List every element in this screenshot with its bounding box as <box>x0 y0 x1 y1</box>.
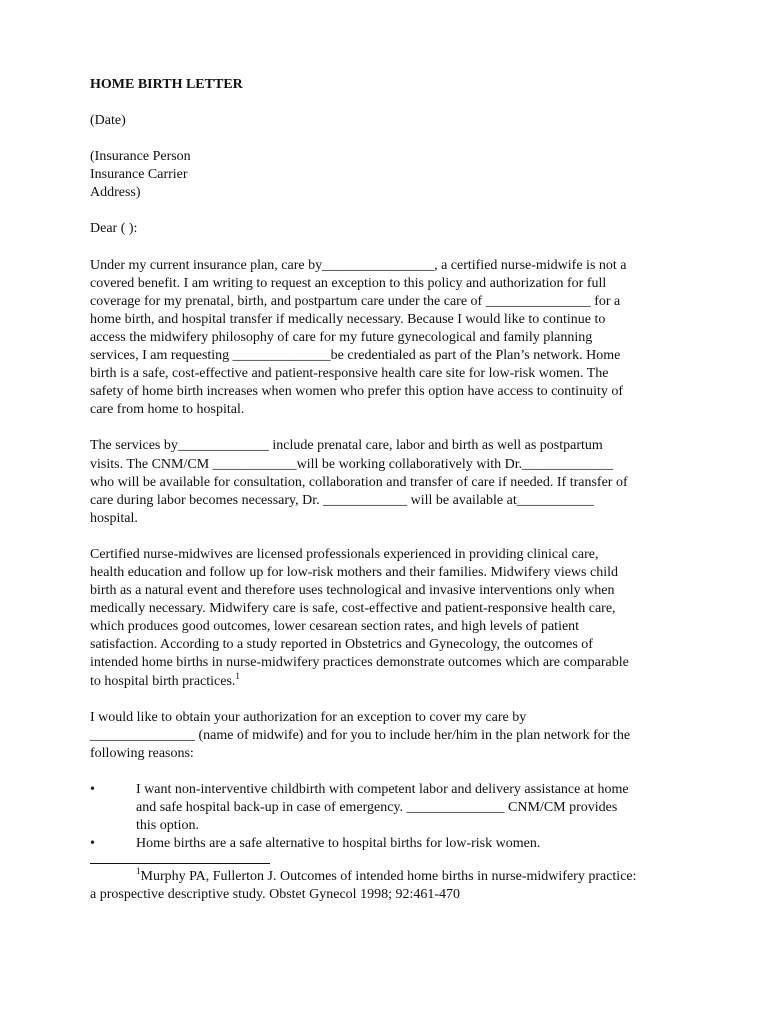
salutation: Dear ( ): <box>90 221 138 237</box>
paragraph-services <box>90 437 682 527</box>
footnote-reference: 1 <box>235 670 240 681</box>
text-line: satisfaction. According to a study reported in Obstetrics and Gynecology, the outcomes of <box>90 637 593 653</box>
text-line: birth as a natural event and therefore uses technological and invasive interventions only when <box>90 583 615 599</box>
text-line: birth is a safe, cost-effective and patient-responsive health care site for low-risk women. The <box>90 366 609 382</box>
footnote-line <box>90 868 682 886</box>
text-line: health education and follow up for low-risk mothers and their families. Midwifery views child <box>90 564 618 580</box>
text-line: home birth, and hospital transfer if medically necessary. Because I would like to continue to <box>90 311 606 327</box>
address-line: Address) <box>90 185 141 201</box>
footnote-text: a prospective descriptive study. Obstet Gynecol 1998; 92:461-470 <box>90 887 461 903</box>
text-line: hospital. <box>90 510 138 526</box>
text-line: following reasons: <box>90 745 194 761</box>
letter-date: (Date) <box>90 113 126 129</box>
text-line: which produces good outcomes, lower cesarean section rates, and high levels of patient <box>90 619 580 635</box>
paragraph-authorization <box>90 709 682 763</box>
address-line: Insurance Carrier <box>90 167 188 183</box>
text-line: Under my current insurance plan, care by________________, a certified nurse-midwife is not a <box>90 257 627 273</box>
text-line: I would like to obtain your authorization for an exception to cover my care by <box>90 709 527 725</box>
list-item <box>90 781 682 835</box>
text-line: and safe hospital back-up in case of emergency. ______________ CNM/CM provides <box>136 800 618 815</box>
recipient-address <box>90 148 682 202</box>
text-line: Certified nurse-midwives are licensed professionals experienced in providing clinical care, <box>90 546 599 562</box>
text-line: intended home births in nurse-midwifery practices demonstrate outcomes which are comparable <box>90 655 629 671</box>
letter-page <box>90 76 682 904</box>
text-line: The services by_____________ include prenatal care, labor and birth as well as postpartum <box>90 438 603 454</box>
text-line: medically necessary. Midwifery care is safe, cost-effective and patient-responsive health care, <box>90 601 616 617</box>
text-line: this option. <box>136 818 200 834</box>
reasons-list <box>90 781 682 853</box>
address-line: (Insurance Person <box>90 149 191 165</box>
text-line: coverage for my prenatal, birth, and postpartum care under the care of _______________ for a <box>90 293 621 309</box>
paragraph-midwives <box>90 546 682 691</box>
text-line: to hospital birth practices. <box>90 673 236 689</box>
footnote-marker: 1 <box>136 866 141 877</box>
letter-title: HOME BIRTH LETTER <box>90 77 243 92</box>
text-line-with-citation <box>90 670 682 691</box>
text-line: access the midwifery philosophy of care for my future gynecological and family planning <box>90 329 593 345</box>
text-line: covered benefit. I am writing to request an exception to this policy and authorization for full <box>90 275 607 291</box>
text-line: _______________ (name of midwife) and for you to include her/him in the plan network for the <box>90 727 631 743</box>
footnote-text: Murphy PA, Fullerton J. Outcomes of intended home births in nurse-midwifery practice: <box>140 869 637 885</box>
list-item <box>90 835 682 853</box>
bullet-icon: • <box>90 781 95 797</box>
text-line: services, I am requesting ______________be credentialed as part of the Plan’s network. Home <box>90 348 621 364</box>
text-line: who will be available for consultation, collaboration and transfer of care if needed. If transfer of <box>90 474 628 490</box>
text-line: safety of home birth increases when women who prefer this option have access to continuity of <box>90 384 624 400</box>
text-line: Home births are a safe alternative to hospital births for low-risk women. <box>136 836 541 852</box>
paragraph-request <box>90 257 682 420</box>
text-line: care during labor becomes necessary, Dr. ____________ will be available at___________ <box>90 492 594 508</box>
text-line: care from home to hospital. <box>90 402 245 418</box>
text-line: visits. The CNM/CM ____________will be working collaboratively with Dr._____________ <box>90 456 614 472</box>
footnote <box>90 868 682 904</box>
text-line: I want non-interventive childbirth with competent labor and delivery assistance at home <box>136 781 629 797</box>
footnote-divider <box>90 863 270 864</box>
bullet-icon: • <box>90 836 95 852</box>
